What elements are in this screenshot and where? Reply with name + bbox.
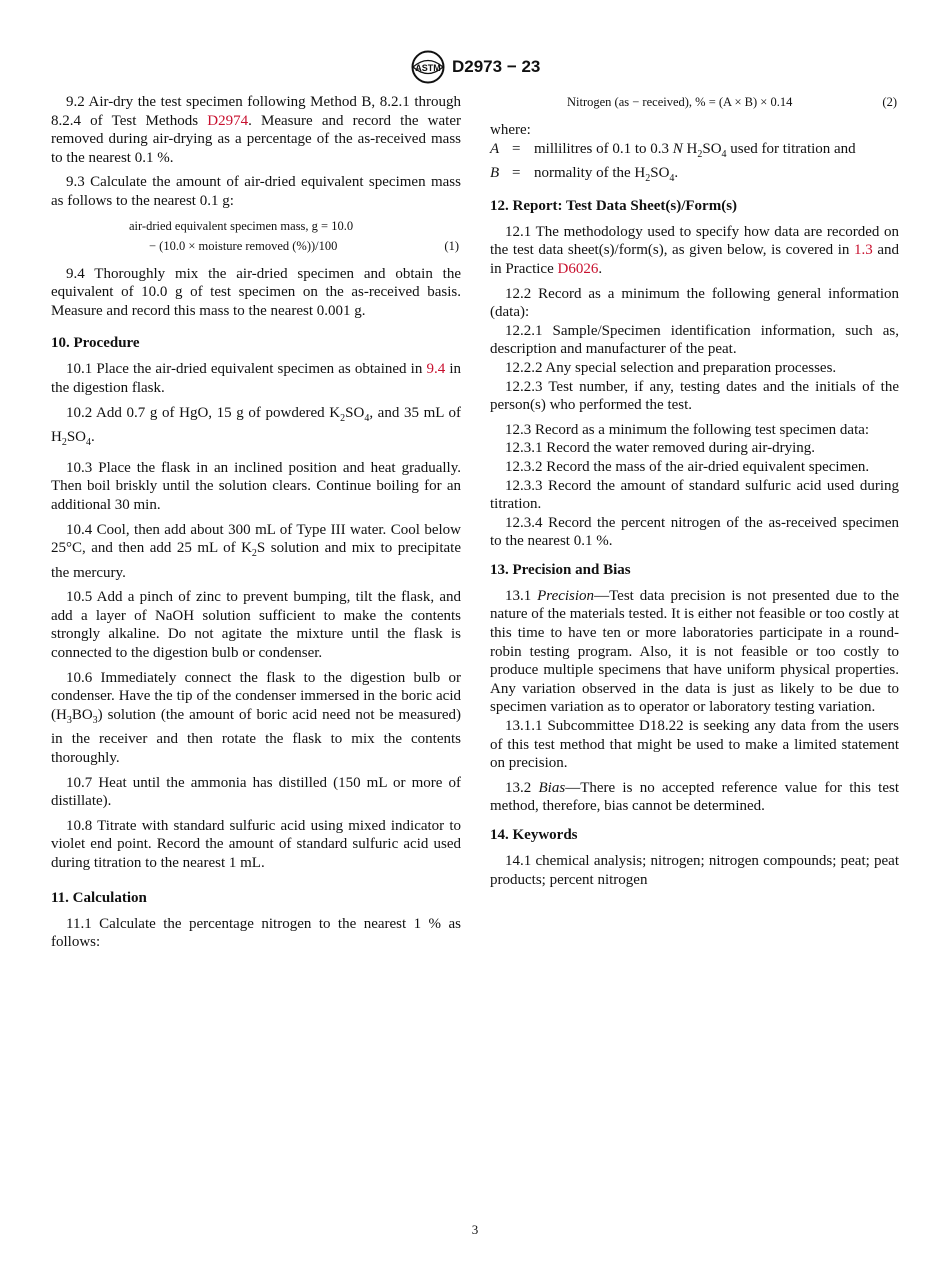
para-10-1: 10.1 Place the air-dried equivalent specimen as obtained in 9.4 in the digestion flask. (51, 361, 461, 396)
equation-1-cont (51, 239, 461, 259)
para-10-3: 10.3 Place the flask in an inclined position and heat gradually. Then boil briskly until the solution clears. Continue boiling for an additional 30 min. (51, 459, 461, 513)
page-header (0, 50, 950, 84)
para-9-2: 9.2 Air-dry the test specimen following Method B, 8.2.1 through 8.2.4 of Test Methods D2974. Measure and record the water removed during air-drying as a percentage of the as-received mass to the nearest 0.1 %. (51, 94, 461, 166)
para-11-1: 11.1 Calculate the percentage nitrogen to the nearest 1 % as follows: (51, 915, 461, 951)
para-12-2: 12.2 Record as a minimum the following general information (data): (490, 285, 899, 321)
para-14-1: 14.1 chemical analysis; nitrogen; nitrogen compounds; peat; peat products; percent nitrogen (490, 853, 899, 888)
para-12-3-4: 12.3.4 Record the percent nitrogen of the as-received specimen to the nearest 0.1 %. (490, 514, 899, 550)
para-10-8: 10.8 Titrate with standard sulfuric acid using mixed indicator to violet end point. Record the amount of standard sulfuric acid used during titration to the nearest 1 mL. (51, 817, 461, 871)
para-12-1: 12.1 The methodology used to specify how data are recorded on the test data sheet(s)/form(s), as given below, is covered in 1.3 and in Practice D6026. (490, 223, 899, 277)
heading-10-procedure: 10. Procedure (51, 335, 140, 352)
para-13-1: 13.1 Precision—Test data precision is not presented due to the nature of the materials tested. It is either not feasible or too costly at this time to have ten or more laboratories participate in a round-robin testing program. Also, it is not feasible or too costly to produce multiple specimens that have uniform physical properties. Any variation observed in the data is just as likely to be due to specimen variation as to operator or laboratory testing variation. (490, 587, 900, 716)
left-column (51, 93, 461, 952)
eq1-line1: air-dried equivalent specimen mass, g = 10.0 (129, 218, 354, 233)
link-d6026[interactable]: D6026 (557, 260, 599, 277)
para-12-2-1: 12.2.1 Sample/Specimen identification information, such as, description and manufacturer of the peat. (490, 322, 899, 358)
para-10-7: 10.7 Heat until the ammonia has distilled (150 mL or more of distillate). (51, 774, 461, 810)
eq1-number: (1) (444, 238, 459, 253)
eq2-number: (2) (882, 95, 897, 109)
logo-text: ASTM (415, 63, 441, 73)
heading-11-calculation: 11. Calculation (51, 889, 147, 906)
para-10-4: 10.4 Cool, then add about 300 mL of Type III water. Cool below 25°C, and then add 25 mL of $K_2S$ solution and mix to precipitate the mercury. (51, 521, 462, 581)
para-9-4: 9.4 Thoroughly mix the air-dried specimen and obtain the equivalent of 10.0 g of test specimen on the as-received basis. Measure and record this mass to the nearest 0.001 g. (51, 265, 461, 319)
astm-logo-icon (410, 50, 446, 84)
equation-1 (51, 219, 461, 239)
definition-a: A = millilitres of 0.1 to 0.3 N $H_2SO_4$ used for titration and (490, 140, 856, 160)
definition-b: B = normality of the $H_2SO_4$. (490, 165, 679, 185)
link-9-4[interactable]: 9.4 (426, 361, 446, 378)
document-designation: D2973 − 23 (452, 57, 541, 76)
where-label: where: (490, 122, 531, 138)
para-13-1-1: 13.1.1 Subcommittee D18.22 is seeking any data from the users of this test method that might be used to make a limited statement on precision. (490, 718, 899, 772)
link-d2974[interactable]: D2974 (207, 112, 249, 129)
right-column (490, 93, 899, 889)
heading-12-report: 12. Report: Test Data Sheet(s)/Form(s) (490, 197, 738, 214)
heading-13-precision: 13. Precision and Bias (490, 561, 631, 578)
para-9-3: 9.3 Calculate the amount of air-dried equivalent specimen mass as follows to the nearest 0.1 g: (51, 174, 461, 209)
para-12-3-2: 12.3.2 Record the mass of the air-dried equivalent specimen. (505, 458, 870, 475)
heading-14-keywords: 14. Keywords (490, 827, 578, 843)
para-10-6: 10.6 Immediately connect the flask to the digestion bulb or condenser. Have the tip of the condenser immersed in the boric acid $(H_3BO_3)$ solution (the amount of boric acid need not be measured) in the receiver and then rotate the flask to mix the contents thoroughly. (51, 669, 461, 767)
equation-2 (490, 93, 899, 115)
para-10-2: 10.2 Add 0.7 g of HgO, 15 g of powdered $K_2SO_4$, and 35 mL of $H_2SO_4$. (51, 404, 461, 449)
eq2-text: Nitrogen (as − received), % = (A × B) × 0.14 (567, 95, 793, 109)
para-10-5: 10.5 Add a pinch of zinc to prevent bumping, tilt the flask, and add a layer of NaOH solution sufficient to make the contents strongly alkaline. Do not agitate the mixture until the flask is connected to the digestion bulb or condenser. (51, 589, 461, 662)
para-12-2-2: 12.2.2 Any special selection and preparation processes. (505, 359, 837, 376)
para-13-2: 13.2 Bias—There is no accepted reference value for this test method, therefore, bias cannot be determined. (490, 779, 899, 815)
eq1-line2: − (10.0 × moisture removed (%))/100 (149, 238, 338, 253)
page-number: 3 (471, 1222, 479, 1237)
link-1-3[interactable]: 1.3 (853, 242, 873, 259)
para-12-3-1: 12.3.1 Record the water removed during air-drying. (505, 440, 816, 457)
para-12-2-3: 12.2.3 Test number, if any, testing dates and the initials of the person(s) who performed the test. (490, 378, 899, 414)
para-12-3: 12.3 Record as a minimum the following test specimen data: (505, 421, 870, 438)
para-12-3-3: 12.3.3 Record the amount of standard sulfuric acid used during titration. (490, 477, 899, 513)
